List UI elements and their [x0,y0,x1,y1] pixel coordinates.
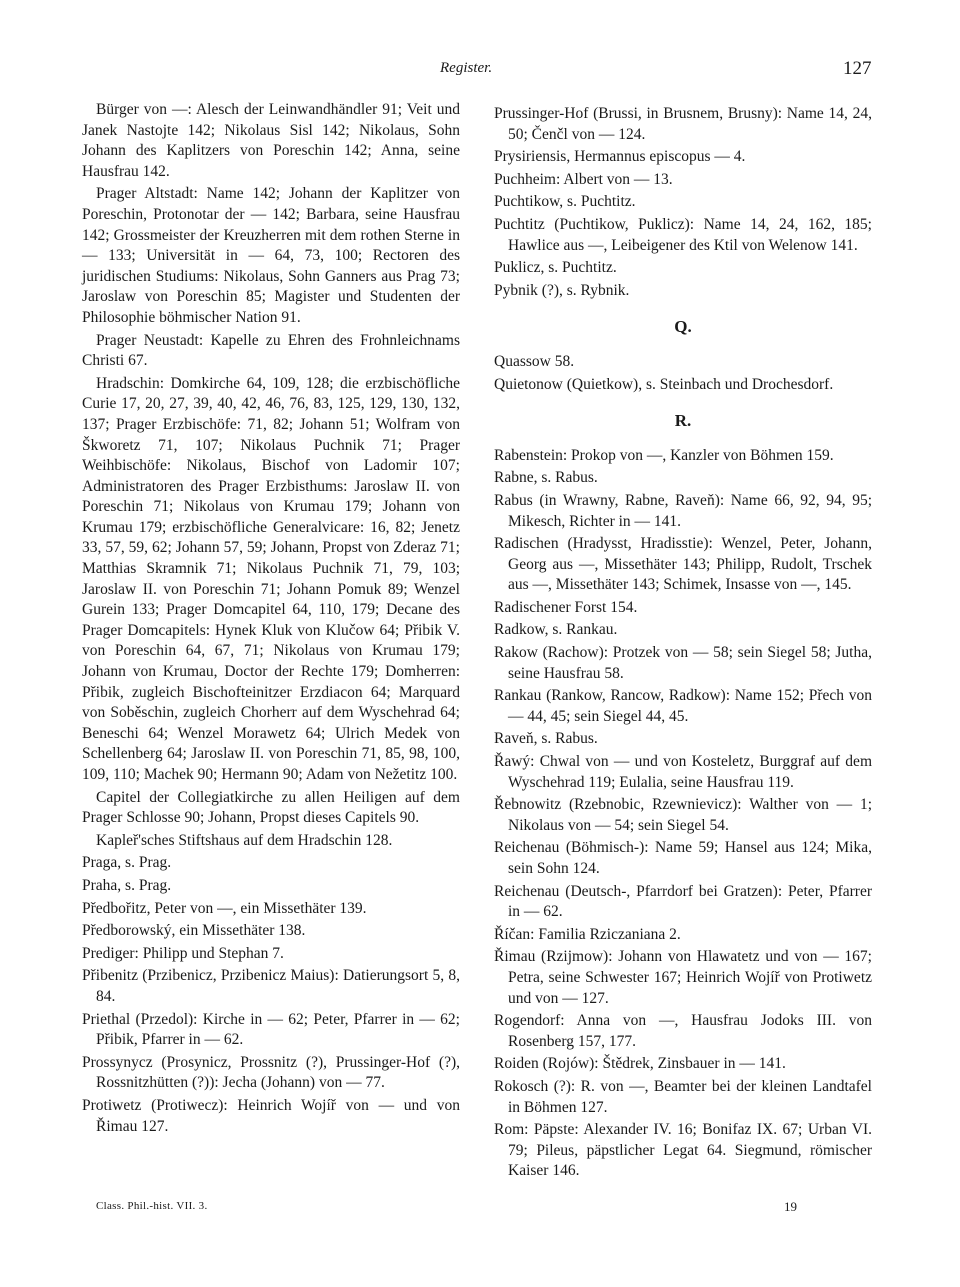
section-letter: Q. [674,317,692,337]
right-column [494,104,872,1184]
index-entry: Rabus (in Wrawny, Rabne, Raveň): Name 66, 92, 94, 95; Mikesch, Richter in — 141. [494,491,872,530]
index-entry: Přibenitz (Przibenicz, Przibenicz Maius): Datierungsort 5, 8, 84. [82,967,460,1005]
index-entry: Radkow, s. Rankau. [494,621,618,639]
index-entry: Předbořitz, Peter von —, ein Missethäter 139. [82,899,367,917]
index-entry: Řimau (Rzijmow): Johann von Hlawatetz und von — 167; Petra, seine Schwester 167; Heinrich Wojíř von Protiwetz und von — 127. [494,948,872,1007]
index-entry: Prediger: Philipp und Stephan 7. [82,944,284,962]
index-entry: Prussinger-Hof (Brussi, in Brusnem, Brusny): Name 14, 24, 50; Čenčl von — 124. [494,105,872,143]
index-entry: Raveň, s. Rabus. [494,730,598,748]
index-entry: Prossynycz (Prosynicz, Prossnitz (?), Prussinger-Hof (?), Rossnitzhütten (?)): Jecha (Johann) von — 77. [82,1053,460,1092]
index-subentry: Kapleř'sches Stiftshaus auf dem Hradschin 128. [96,831,393,849]
footer-sheet-number: 19 [784,1199,797,1214]
index-entry: Řebnowitz (Rzebnobic, Rzewnievicz): Walther von — 1; Nikolaus von — 54; sein Siegel 54. [494,796,872,834]
index-entry: Quietonow (Quietkow), s. Steinbach und Drochesdorf. [494,375,834,393]
index-subentry: Capitel der Collegiatkirche zu allen Heiligen auf dem Prager Schlosse 90; Johann, Propst dieses Capitels 90. [82,788,460,827]
index-entry: Rom: Päpste: Alexander IV. 16; Bonifaz IX. 67; Urban VI. 79; Pileus, päpstlicher Legat 64. Siegmund, römischer Kaiser 146. [494,1121,872,1180]
index-entry: Puchtikow, s. Puchtitz. [494,193,636,211]
index-entry: Praga, s. Prag. [82,854,172,872]
index-entry: Předborowský, ein Missethäter 138. [82,922,306,940]
index-entry: Puchtitz (Puchtikow, Puklicz): Name 14, 24, 162, 185; Hawlice aus —, Leibeigener des Ktil von Welenow 141. [494,215,872,254]
index-entry: Puchheim: Albert von — 13. [494,170,673,188]
index-entry: Roiden (Rojów): Štědrek, Zinsbauer in — 141. [494,1055,786,1073]
section-letter: R. [674,411,692,431]
index-entry: Rabne, s. Rabus. [494,469,598,487]
index-entry: Radischener Forst 154. [494,598,638,616]
index-entry: Rabenstein: Prokop von —, Kanzler von Böhmen 159. [494,446,834,464]
index-entry: Říčan: Familia Rziczaniana 2. [494,925,681,943]
index-entry: Řawý: Chwal von — und von Kosteletz, Burggraf auf dem Wyschehrad 119; Eulalia, seine Hausfrau 119. [494,753,872,791]
page-number: 127 [843,58,872,79]
index-entry: Rakow (Rachow): Protzek von — 58; sein Siegel 58; Jutha, seine Hausfrau 58. [494,644,872,682]
index-entry: Priethal (Przedol): Kirche in — 62; Peter, Pfarrer in — 62; Přibik, Pfarrer in — 62. [82,1010,460,1049]
index-entry: Radischen (Hradysst, Hradisstie): Wenzel, Peter, Johann, Georg aus —, Missethäter 143; Philipp, Rudolt, Trschek aus —, Missethäter 143; Schimek, Insasse von —, 145. [494,535,872,594]
left-column [82,100,460,1139]
index-entry: Rokosch (?): R. von —, Beamter bei der kleinen Landtafel in Böhmen 127. [494,1077,872,1116]
index-entry: Prysiriensis, Hermannus episcopus — 4. [494,148,746,166]
index-entry: Protiwetz (Protiwecz): Heinrich Wojíř von — und von Řimau 127. [82,1096,460,1135]
index-entry: Rogendorf: Anna von —, Hausfrau Jodoks III. von Rosenberg 157, 177. [494,1012,872,1050]
index-entry: Quassow 58. [494,352,575,370]
index-entry: Rankau (Rankow, Rancow, Radkow): Name 152; Přech von — 44, 45; sein Siegel 44, 45. [494,687,872,725]
index-entry: Pybnik (?), s. Rybnik. [494,281,630,299]
running-header-title: Register. [440,60,493,76]
index-subentry: Hradschin: Domkirche 64, 109, 128; die erzbischöfliche Curie 17, 20, 27, 39, 40, 42, 46, 76, 83, 125, 129, 130, 132, 137; Prager Erzbischöfe: 71, 82; Johann 51; Wolfram von Škworetz 71, 107; Nikolaus Puchnik 71; Prager Weihbischöfe: Nikolaus, Bischof von Ladomir 107; Administratoren des Prager Erzbisthums: Jaroslaw II. von Poreschin 71; Nikolaus von Krumau 179; Johann von Krumau 179; erzbischöfliche Generalvicare: 16, 82; Jenetz 33, 57, 59, 62; Johann 57, 59; Johann, Propst von Zderaz 71; Matthias Skramnik 71; Nikolaus Puchnik 71, 79, 103; Jaroslaw II. von Poreschin 71; Johann Pomuk 89; Wenzel Gurein 133; Prager Domcapitel 64, 110, 179; Decane des Prager Domcapitels: Hynek Kluk von Klučow 64; Přibik V. von Poreschin 64, 67, 71; Nikolaus von Krumau 179; Johann von Krumau, Doctor der Rechte 179; Domherren: Přibik, zugleich Bischofteinitzer Erzdiacon 64; Marquard von Soběschin, zugleich Chorherr auf dem Wyschehrad 64; Beneschi 64; Wenzel Morawetz 64; Ulrich Medek von Schellenberg 64; Jaroslaw II. von Poreschin 71, 85, 98, 100, 109, 110; Machek 90; Hermann 90; Adam von Nežetitz 100. [82,374,460,783]
index-entry: Praha, s. Prag. [82,876,172,894]
index-subentry: Bürger von —: Alesch der Leinwandhändler 91; Veit und Janek Nastojte 142; Nikolaus Sisl 142; Nikolaus, Sohn Johann des Kaplitzers von Poreschin 142; Anna, seine Hausfrau 142. [82,101,460,180]
footer-signature: Class. Phil.-hist. VII. 3. [96,1200,208,1212]
index-subentry: Prager Neustadt: Kapelle zu Ehren des Frohnleichnams Christi 67. [82,331,460,370]
index-entry: Reichenau (Deutsch-, Pfarrdorf bei Gratzen): Peter, Pfarrer in — 62. [494,882,872,921]
index-entry: Reichenau (Böhmisch-): Name 59; Hansel aus 124; Mika, sein Sohn 124. [494,839,872,877]
index-entry: Puklicz, s. Puchtitz. [494,259,617,277]
index-subentry: Prager Altstadt: Name 142; Johann der Kaplitzer von Poreschin, Protonotar der — 142; Barbara, seine Hausfrau 142; Grossmeister der Kreuzherren mit dem rothen Sterne in — 133; Universität in — 64, 73, 100; Rectoren des juridischen Studiums: Nikolaus, Sohn Ganners aus Prag 73; Jaroslaw von Poreschin 85; Magister und Studenten der Philosophie böhmischer Nation 91. [82,185,460,326]
